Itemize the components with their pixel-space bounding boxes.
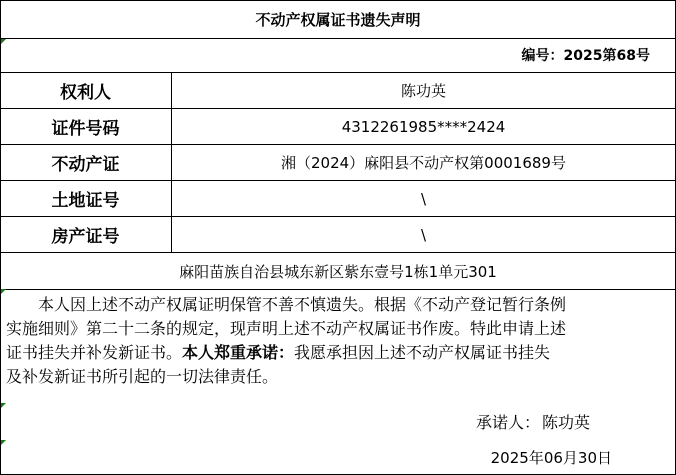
cell-marker bbox=[1, 403, 6, 408]
label-land-certificate: 土地证号 bbox=[51, 191, 120, 211]
divider-address bbox=[0, 289, 676, 290]
label-house-certificate: 房产证号 bbox=[51, 227, 120, 247]
value-rights-holder: 陈功英 bbox=[400, 82, 446, 100]
pledger-name: 陈功英 bbox=[541, 413, 590, 432]
property-address: 麻阳苗族自治县城东新区紫东壹号1栋1单元301 bbox=[179, 262, 497, 281]
statement-line-3-end: 我愿承担因上述不动产权属证书挂失 bbox=[294, 343, 551, 362]
border-top bbox=[0, 0, 676, 1]
label-rights-holder: 权利人 bbox=[60, 83, 111, 103]
value-property-certificate: 湘（2024）麻阳县不动产权第0001689号 bbox=[281, 154, 566, 172]
value-land-certificate: \ bbox=[420, 189, 427, 208]
cell-marker bbox=[1, 440, 6, 445]
declaration-statement bbox=[6, 293, 670, 389]
form-title: 不动产权属证书遗失声明 bbox=[255, 10, 421, 29]
declaration-date: 2025年06月30日 bbox=[490, 449, 612, 467]
pledger-signature bbox=[476, 410, 590, 433]
label-property-certificate: 不动产证 bbox=[51, 155, 120, 175]
statement-line-3-start: 证书挂失并补发新证书。 bbox=[6, 343, 183, 362]
divider-title bbox=[0, 38, 676, 39]
statement-line-4: 及补发新证书所引起的一切法律责任。 bbox=[6, 367, 279, 386]
statement-line-3 bbox=[6, 341, 670, 365]
statement-line-2: 实施细则》第二十二条的规定，现声明上述不动产权属证书作废。特此申请上述 bbox=[6, 319, 567, 338]
solemn-pledge-label: 本人郑重承诺： bbox=[182, 343, 295, 362]
document-number: 编号：2025第68号 bbox=[521, 48, 650, 64]
label-id-number: 证件号码 bbox=[51, 119, 120, 139]
statement-line-1: 本人因上述不动产权属证明保管不善不慎遗失。根据《不动产登记暂行条例 bbox=[38, 295, 567, 314]
pledger-label: 承诺人： bbox=[475, 413, 540, 432]
value-id-number: 4312261985****2424 bbox=[341, 117, 506, 136]
value-house-certificate: \ bbox=[420, 225, 427, 244]
cell-marker bbox=[1, 39, 6, 44]
